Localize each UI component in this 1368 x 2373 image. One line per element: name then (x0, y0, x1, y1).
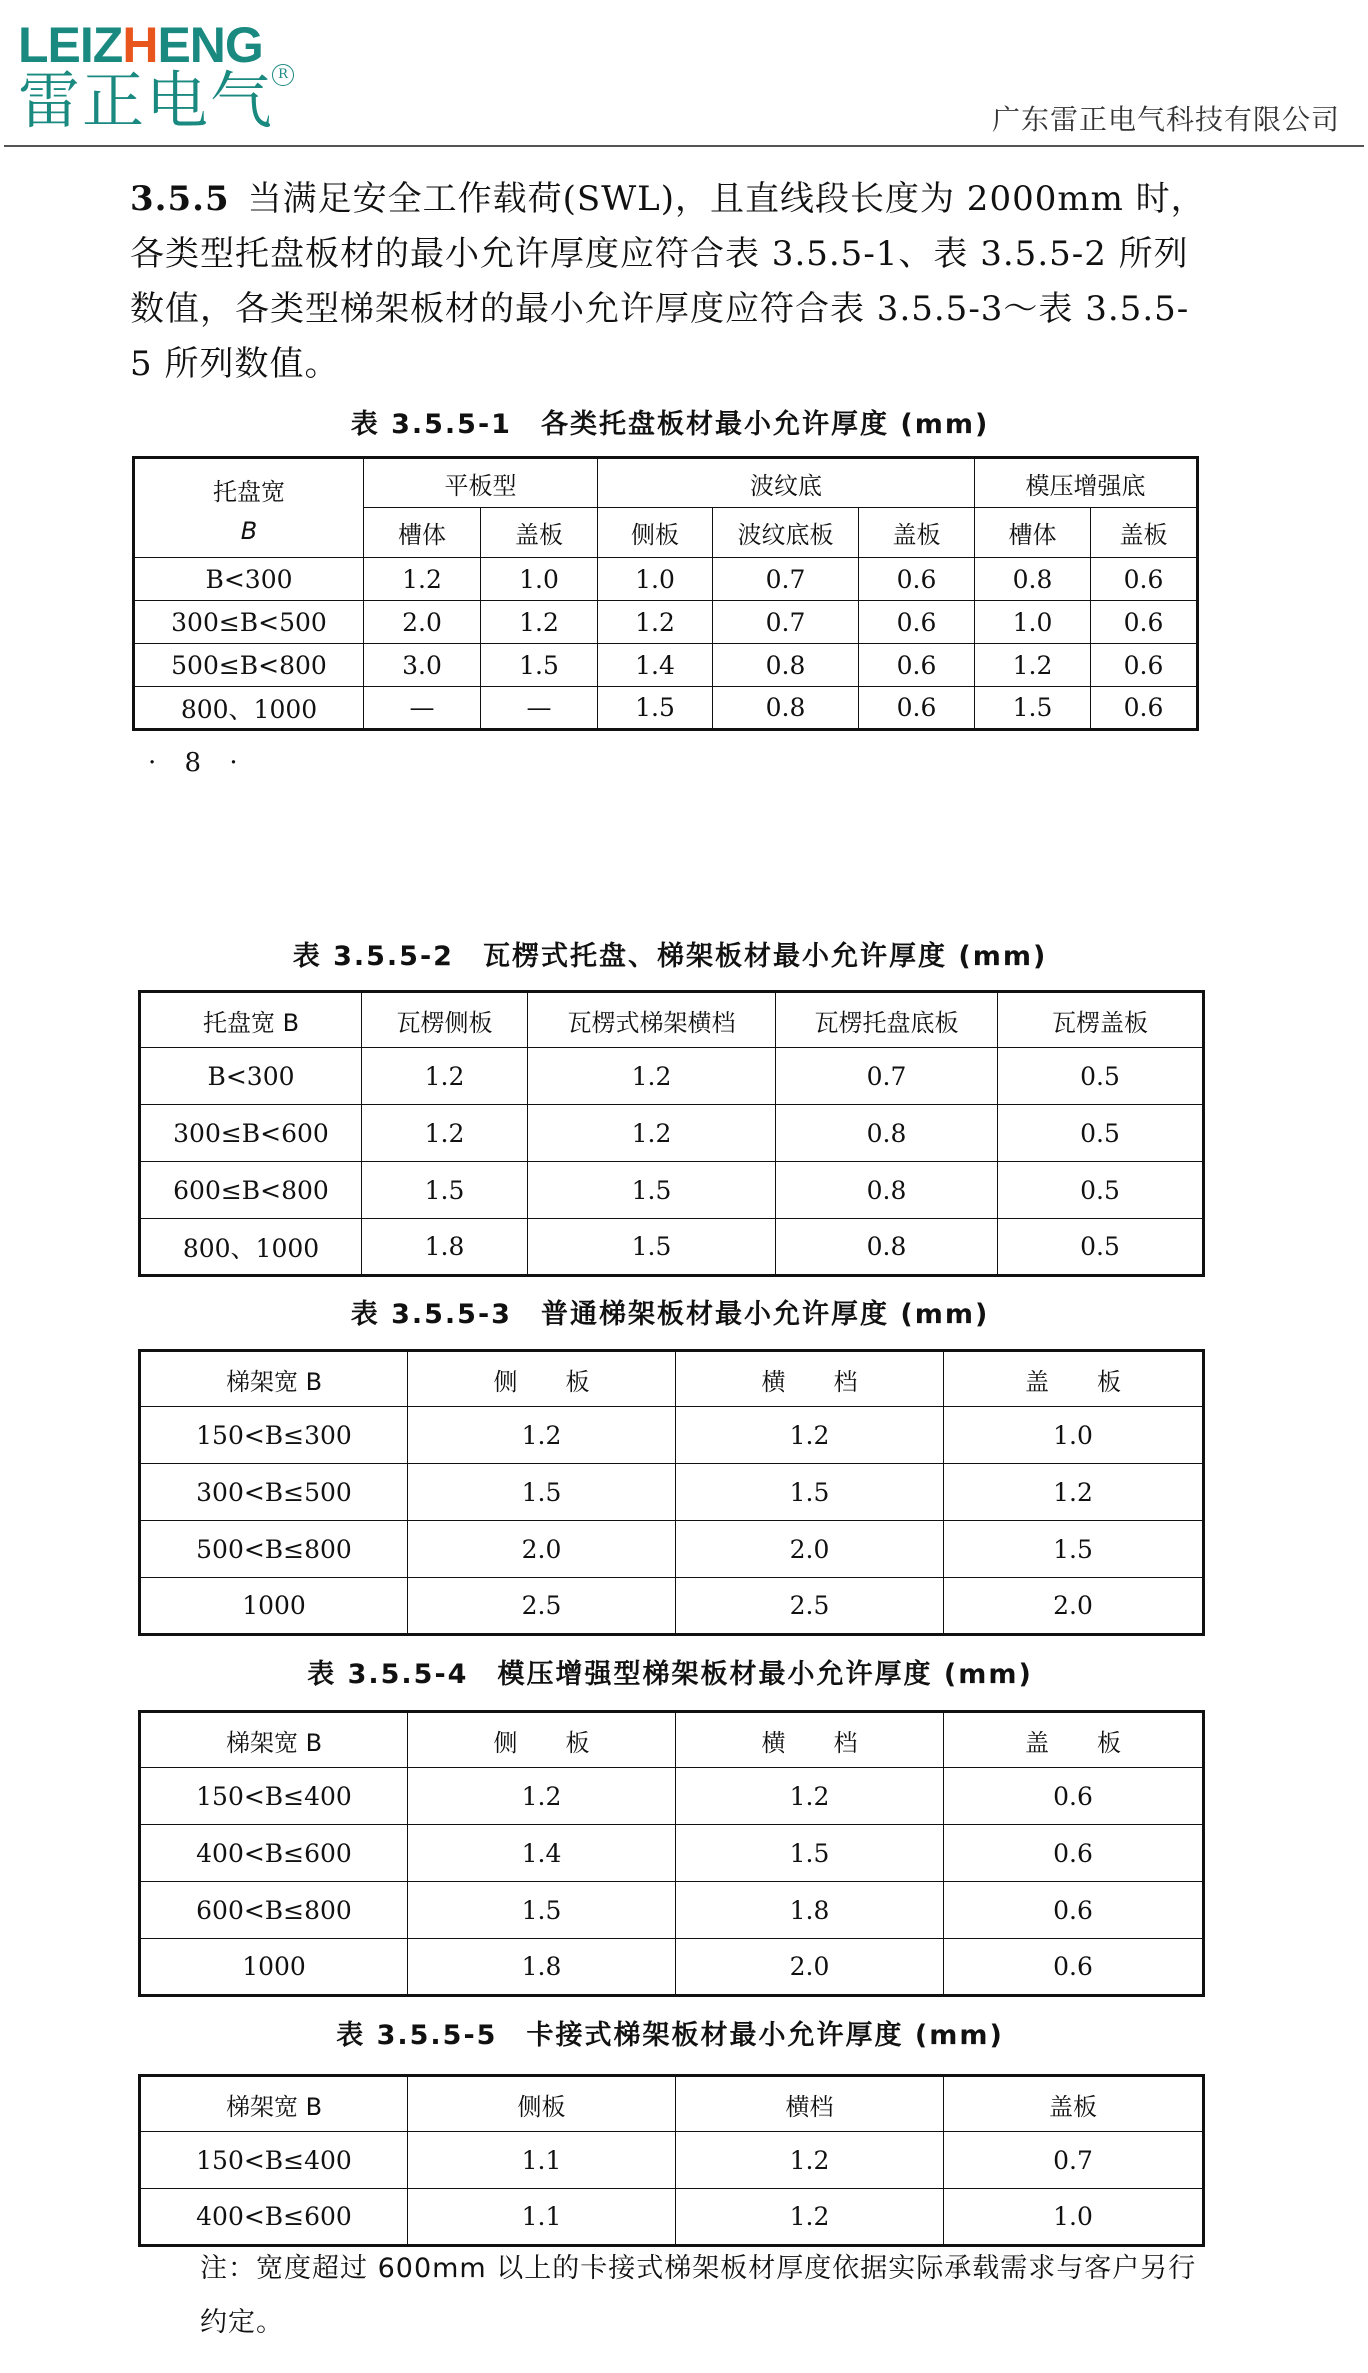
table-cell: 0.8 (776, 1219, 998, 1276)
table-cell: 1.5 (944, 1521, 1204, 1578)
table-cell: 1.2 (364, 558, 481, 601)
table-cell: 2.0 (676, 1521, 944, 1578)
table1-header-width (134, 458, 364, 558)
table-cell: 1.8 (408, 1939, 676, 1996)
table-cell: 500<B≤800 (140, 1521, 408, 1578)
table-row (140, 2189, 1204, 2246)
table-cell: 0.6 (1091, 601, 1198, 644)
table-cell: 0.6 (944, 1882, 1204, 1939)
table5-note: 注：宽度超过 600mm 以上的卡接式梯架板材厚度依据实际承载需求与客户另行约定。 (200, 2253, 1197, 2338)
table-cell: 0.6 (1091, 687, 1198, 730)
table-cell: 600<B≤800 (140, 1882, 408, 1939)
table5 (138, 2074, 1205, 2247)
table1-header-width-symbol: B (240, 516, 258, 545)
table-cell: 0.5 (998, 1048, 1204, 1105)
table1-subheader: 侧板 (598, 508, 713, 558)
table-cell: 0.8 (975, 558, 1091, 601)
table-cell: 1.5 (676, 1825, 944, 1882)
table-cell: 0.6 (859, 558, 975, 601)
table1-group-molded: 模压增强底 (975, 458, 1198, 508)
table-cell: 0.6 (1091, 644, 1198, 687)
table4-caption: 表 3.5.5-4 模压增强型梯架板材最小允许厚度 (mm) (307, 1659, 1033, 1690)
table-cell: 0.6 (944, 1768, 1204, 1825)
table2-header: 瓦楞式梯架横档 (528, 992, 776, 1048)
table2-header: 瓦楞托盘底板 (776, 992, 998, 1048)
table-cell: 1.2 (481, 601, 598, 644)
company-name: 广东雷正电气科技有限公司 (991, 103, 1340, 136)
table-cell: 0.5 (998, 1162, 1204, 1219)
table-row (140, 1464, 1204, 1521)
table-cell: 150<B≤400 (140, 1768, 408, 1825)
table1-subheader: 盖板 (481, 508, 598, 558)
table-cell: B<300 (140, 1048, 362, 1105)
table-cell: 1.0 (481, 558, 598, 601)
table3-header: 侧 板 (408, 1351, 676, 1407)
table-cell: 1.5 (598, 687, 713, 730)
table-cell: 1.5 (408, 1464, 676, 1521)
table-cell: 0.6 (859, 644, 975, 687)
table-cell: 1.5 (408, 1882, 676, 1939)
table-cell: 1.8 (676, 1882, 944, 1939)
table1-subheader: 波纹底板 (713, 508, 859, 558)
table-cell: 1.5 (481, 644, 598, 687)
table-cell: 0.8 (776, 1105, 998, 1162)
table-cell: 400<B≤600 (140, 1825, 408, 1882)
table-cell: 1.5 (975, 687, 1091, 730)
table-row (140, 1521, 1204, 1578)
table-cell: 0.5 (998, 1105, 1204, 1162)
table-cell: 1000 (140, 1939, 408, 1996)
table-row (140, 1768, 1204, 1825)
table-cell: 0.7 (944, 2132, 1204, 2189)
table-cell: 1.2 (975, 644, 1091, 687)
table-row (140, 1825, 1204, 1882)
table5-header: 盖板 (944, 2076, 1204, 2132)
table-cell: 1.1 (408, 2189, 676, 2246)
table-cell: — (364, 687, 481, 730)
table-cell: 2.0 (364, 601, 481, 644)
table-cell: 1000 (140, 1578, 408, 1635)
table-cell: 300<B≤500 (140, 1464, 408, 1521)
table1-group-flat: 平板型 (364, 458, 598, 508)
table-cell: 1.2 (676, 1407, 944, 1464)
logo-en-pre: LEIZ (18, 17, 123, 73)
brand-logo-chinese: 雷正电气 (18, 64, 275, 137)
table-cell: 800、1000 (140, 1219, 362, 1276)
table-cell: 2.5 (676, 1578, 944, 1635)
table-row (140, 1407, 1204, 1464)
table-cell: 0.8 (713, 644, 859, 687)
logo-en-post: ENG (157, 17, 263, 73)
table2-caption: 表 3.5.5-2 瓦楞式托盘、梯架板材最小允许厚度 (mm) (292, 941, 1048, 972)
table-cell: 150<B≤400 (140, 2132, 408, 2189)
table-cell: 0.6 (944, 1939, 1204, 1996)
table-row (134, 601, 1198, 644)
table-cell: 0.6 (859, 687, 975, 730)
table-cell: 0.7 (713, 558, 859, 601)
table-cell: — (481, 687, 598, 730)
table-cell: 0.8 (713, 687, 859, 730)
table-cell: 1.2 (408, 1768, 676, 1825)
table-cell: 1.0 (944, 1407, 1204, 1464)
table-cell: 1.2 (528, 1105, 776, 1162)
table-cell: 600≤B<800 (140, 1162, 362, 1219)
table-cell: B<300 (134, 558, 364, 601)
table-cell: 1.2 (362, 1048, 528, 1105)
table-cell: 1.5 (528, 1162, 776, 1219)
table-cell: 1.4 (598, 644, 713, 687)
table-cell: 0.5 (998, 1219, 1204, 1276)
table1-subheader: 槽体 (364, 508, 481, 558)
table-cell: 2.0 (944, 1578, 1204, 1635)
table1 (132, 456, 1199, 731)
table4-header: 侧 板 (408, 1712, 676, 1768)
table3-caption: 表 3.5.5-3 普通梯架板材最小允许厚度 (mm) (350, 1299, 990, 1330)
table-cell: 300≤B<600 (140, 1105, 362, 1162)
brand-logo-text (18, 17, 263, 73)
table-cell: 800、1000 (134, 687, 364, 730)
table1-subheader: 盖板 (1091, 508, 1198, 558)
table3-header: 盖 板 (944, 1351, 1204, 1407)
table-cell: 0.8 (776, 1162, 998, 1219)
table-cell: 0.6 (944, 1825, 1204, 1882)
table-cell: 300≤B<500 (134, 601, 364, 644)
table-cell: 1.2 (944, 1464, 1204, 1521)
page-number: · 8 · (148, 748, 248, 778)
table-cell: 1.0 (598, 558, 713, 601)
table-cell: 1.2 (362, 1105, 528, 1162)
table2-header: 瓦楞盖板 (998, 992, 1204, 1048)
table1-subheader: 盖板 (859, 508, 975, 558)
table1-caption: 表 3.5.5-1 各类托盘板材最小允许厚度 (mm) (350, 409, 990, 440)
table1-header-width-label: 托盘宽 (213, 477, 285, 506)
table1-group-corrugated: 波纹底 (598, 458, 975, 508)
table2-header: 托盘宽 B (140, 992, 362, 1048)
table2-header: 瓦楞侧板 (362, 992, 528, 1048)
registered-mark-icon: R (272, 64, 294, 86)
table-cell: 1.2 (528, 1048, 776, 1105)
table5-header: 横档 (676, 2076, 944, 2132)
table-cell: 1.5 (676, 1464, 944, 1521)
table5-header: 梯架宽 B (140, 2076, 408, 2132)
header-divider (4, 145, 1364, 147)
table-cell: 1.2 (676, 2189, 944, 2246)
table3-header: 横 档 (676, 1351, 944, 1407)
table-row (140, 1219, 1204, 1276)
table5-caption: 表 3.5.5-5 卡接式梯架板材最小允许厚度 (mm) (336, 2020, 1004, 2051)
table-cell: 2.0 (676, 1939, 944, 1996)
section-number: 3.5.5 (130, 179, 230, 219)
table-cell: 2.5 (408, 1578, 676, 1635)
table-row (140, 1882, 1204, 1939)
table-cell: 3.0 (364, 644, 481, 687)
table-row (134, 644, 1198, 687)
table-cell: 0.7 (713, 601, 859, 644)
table-cell: 0.7 (776, 1048, 998, 1105)
table-cell: 1.1 (408, 2132, 676, 2189)
table-row (140, 1939, 1204, 1996)
table-cell: 1.4 (408, 1825, 676, 1882)
table-row (140, 1048, 1204, 1105)
table-cell: 1.5 (362, 1162, 528, 1219)
table-cell: 0.6 (859, 601, 975, 644)
table1-subheader: 槽体 (975, 508, 1091, 558)
section-text: 当满足安全工作载荷(SWL)，且直线段长度为 2000mm 时，各类型托盘板材的最小允许厚度应符合表 3.5.5-1、表 3.5.5-2 所列数值，各类型梯架板材的最小允许厚度应符合表 3.5.5-3～表 3.5.5-5 所列数值。 (130, 179, 1206, 384)
table-cell: 1.0 (975, 601, 1091, 644)
table4 (138, 1710, 1205, 1997)
table3 (138, 1349, 1205, 1636)
table-cell: 1.0 (944, 2189, 1204, 2246)
table-cell: 1.8 (362, 1219, 528, 1276)
table4-header: 盖 板 (944, 1712, 1204, 1768)
table5-header: 侧板 (408, 2076, 676, 2132)
table-row (140, 2132, 1204, 2189)
section-paragraph (130, 172, 1210, 392)
table-cell: 0.6 (1091, 558, 1198, 601)
logo-en-accent: H (122, 17, 158, 73)
table-row (140, 1162, 1204, 1219)
table-row (134, 558, 1198, 601)
table4-header: 梯架宽 B (140, 1712, 408, 1768)
table-row (140, 1105, 1204, 1162)
table-cell: 1.5 (528, 1219, 776, 1276)
table-cell: 2.0 (408, 1521, 676, 1578)
table-cell: 1.2 (408, 1407, 676, 1464)
table-cell: 1.2 (598, 601, 713, 644)
table-cell: 1.2 (676, 1768, 944, 1825)
table2 (138, 990, 1205, 1277)
table-cell: 500≤B<800 (134, 644, 364, 687)
table-row (140, 1578, 1204, 1635)
table4-header: 横 档 (676, 1712, 944, 1768)
table-cell: 150<B≤300 (140, 1407, 408, 1464)
table-row (134, 687, 1198, 730)
table3-header: 梯架宽 B (140, 1351, 408, 1407)
table-cell: 400<B≤600 (140, 2189, 408, 2246)
table-cell: 1.2 (676, 2132, 944, 2189)
